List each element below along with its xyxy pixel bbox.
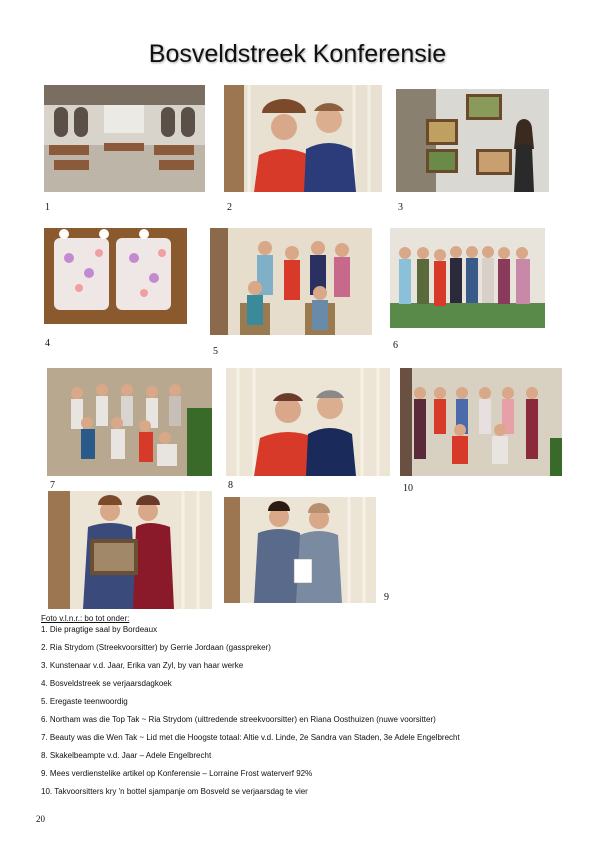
- photo-number: 1: [45, 202, 50, 213]
- photo-number: 4: [45, 338, 50, 349]
- caption-item: 1. Die pragtige saal by Bordeaux: [41, 625, 158, 634]
- photo-number: 2: [227, 202, 232, 213]
- photo-best-article: [224, 497, 376, 603]
- photo-number: 6: [393, 340, 398, 351]
- photo-artist-with-works: [396, 89, 549, 192]
- page-number: 20: [36, 814, 45, 824]
- caption-heading: Foto v.l.n.r.: bo tot onder:: [41, 614, 130, 623]
- photo-winning-branch: [47, 368, 212, 476]
- photo-award-frame: [48, 491, 212, 609]
- caption-item: 2. Ria Strydom (Streekvoorsitter) by Gerrie Jordaan (gasspreker): [41, 643, 271, 652]
- caption-item: 6. Northam was die Top Tak ~ Ria Strydom (uittredende streekvoorsitter) en Riana Oosthuizen (nuwe voorsitter): [41, 715, 436, 724]
- photo-number: 8: [228, 480, 233, 491]
- photo-number: 7: [50, 480, 55, 491]
- caption-item: 9. Mees verdienstelike artikel op Konferensie – Lorraine Frost waterverf 92%: [41, 769, 313, 778]
- photo-number: 3: [398, 202, 403, 213]
- caption-item: 7. Beauty was die Wen Tak ~ Lid met die Hoogste totaal: Altie v.d. Linde, 2e Sandra van Staden, 3e Adele Engelbrecht: [41, 733, 460, 742]
- caption-item: 5. Eregaste teenwoordig: [41, 697, 128, 706]
- photo-number: 10: [403, 483, 413, 494]
- photo-guests-of-honour: [210, 228, 372, 335]
- photo-hall: [44, 85, 205, 192]
- photo-chair-and-speaker: [224, 85, 382, 192]
- photo-birthday-cake: [44, 228, 187, 324]
- photo-number: 9: [384, 592, 389, 603]
- photo-liaison-officer: [226, 368, 390, 476]
- page-title: Bosveldstreek Konferensie: [148, 40, 447, 68]
- caption-item: 4. Bosveldstreek se verjaarsdagkoek: [41, 679, 172, 688]
- caption-item: 10. Takvoorsitters kry 'n bottel sjampanje om Bosveld se verjaarsdag te vier: [41, 787, 308, 796]
- photo-branch-chairs-champagne: [400, 368, 562, 476]
- caption-item: 8. Skakelbeampte v.d. Jaar – Adele Engelbrecht: [41, 751, 212, 760]
- caption-item: 3. Kunstenaar v.d. Jaar, Erika van Zyl, by van haar werke: [41, 661, 244, 670]
- photo-number: 5: [213, 346, 218, 357]
- photo-top-branch: [390, 228, 545, 328]
